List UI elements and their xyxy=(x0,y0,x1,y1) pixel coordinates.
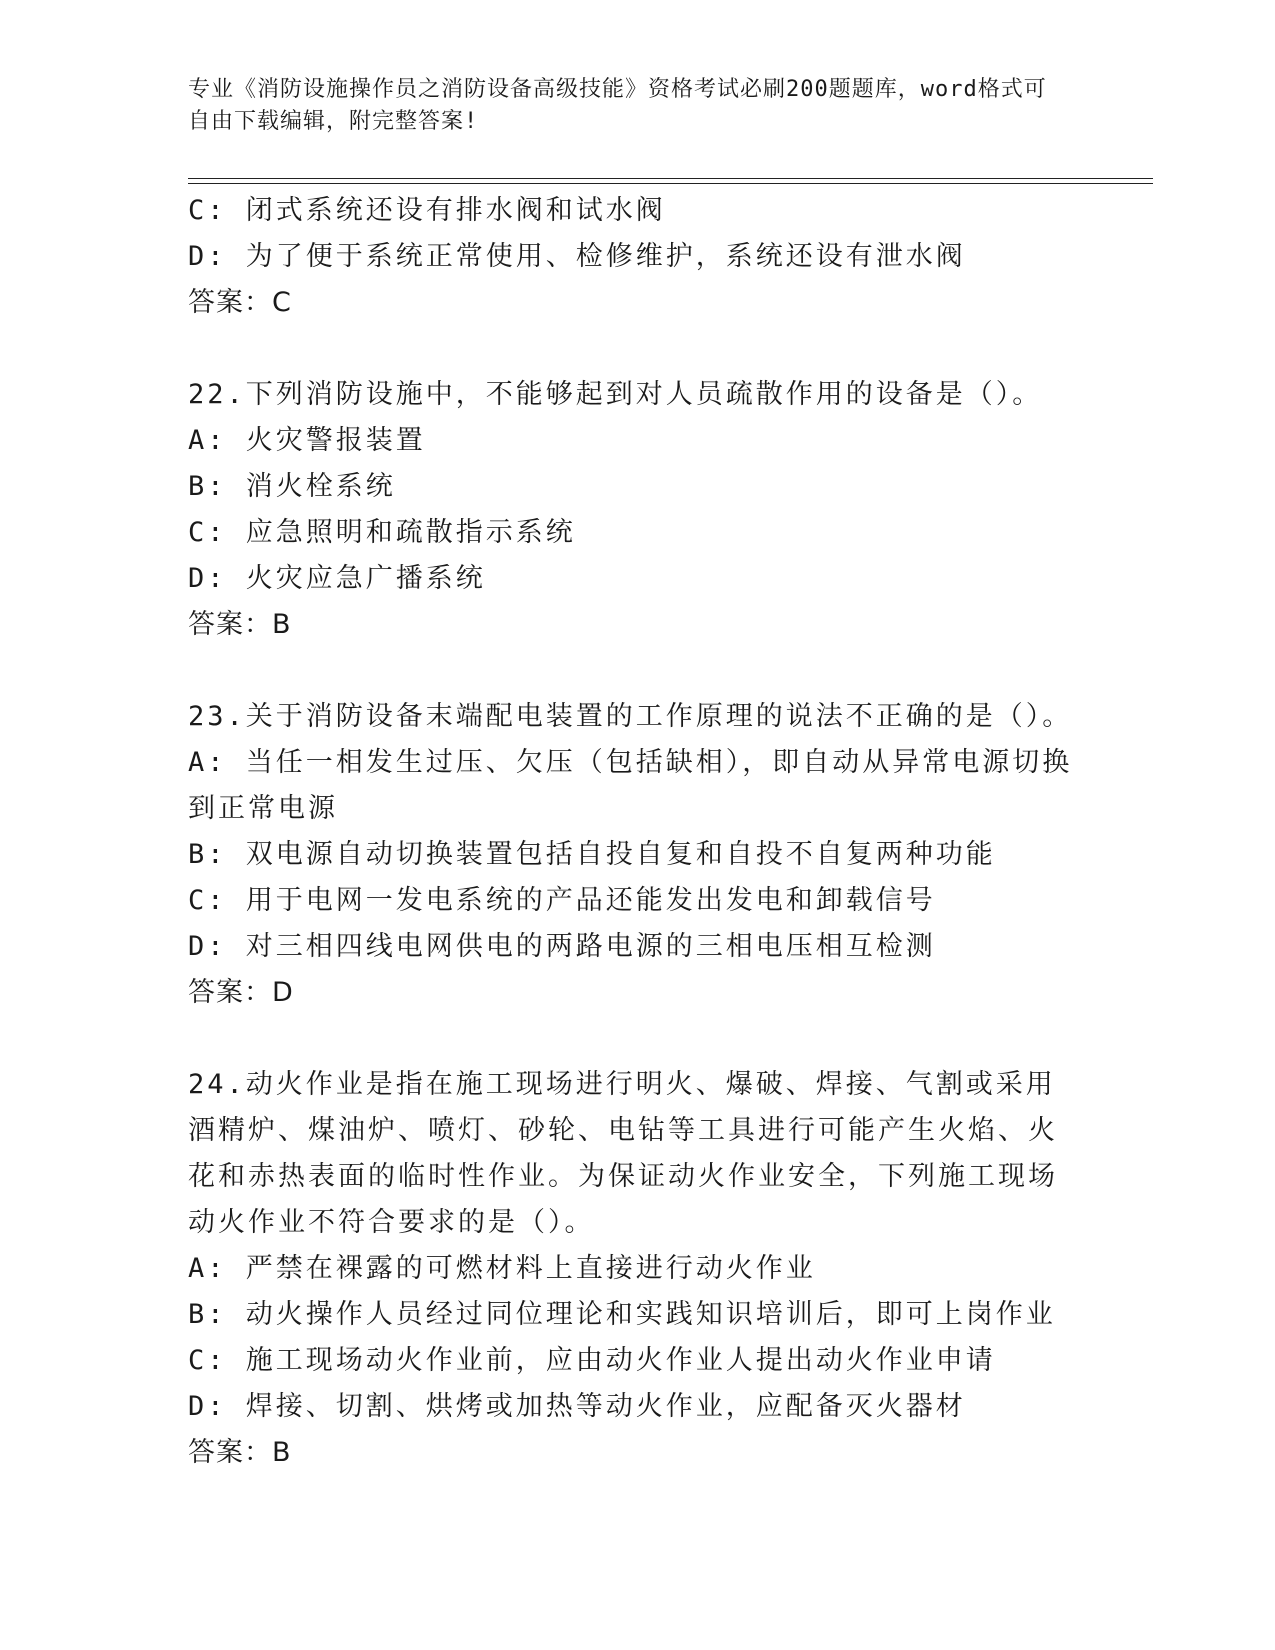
answer-line: 答案：C xyxy=(188,287,292,318)
option-a: A: 当任一相发生过压、欠压（包括缺相），即自动从异常电源切换到正常电源 xyxy=(188,747,1073,824)
option-b: B: 双电源自动切换装置包括自投自复和自投不自复两种功能 xyxy=(188,839,996,870)
header-divider-bottom xyxy=(188,183,1153,184)
option-d: D: 对三相四线电网供电的两路电源的三相电压相互检测 xyxy=(188,931,936,962)
option-d: D: 火灾应急广播系统 xyxy=(188,563,486,594)
question-stem: 24.动火作业是指在施工现场进行明火、爆破、焊接、气割或采用酒精炉、煤油炉、喷灯、砂轮、电钻等工具进行可能产生火焰、火花和赤热表面的临时性作业。为保证动火作业安全，下列施工现场动火作业不符合要求的是（）。 xyxy=(188,1069,1058,1238)
option-c: C: 施工现场动火作业前，应由动火作业人提出动火作业申请 xyxy=(188,1345,996,1376)
answer-line: 答案：B xyxy=(188,609,292,640)
option-d: D: 为了便于系统正常使用、检修维护，系统还设有泄水阀 xyxy=(188,241,966,272)
answer-line: 答案：B xyxy=(188,1437,292,1468)
question-block-21-continued xyxy=(188,188,1078,326)
question-stem: 23.关于消防设备末端配电装置的工作原理的说法不正确的是（）。 xyxy=(188,701,1073,732)
spacer xyxy=(188,1016,1078,1062)
answer-line: 答案：D xyxy=(188,977,294,1008)
header-divider-top xyxy=(188,178,1153,179)
question-list xyxy=(188,188,1078,1476)
document-header: 专业《消防设施操作员之消防设备高级技能》资格考试必刷200题题库，word格式可自由下载编辑，附完整答案! xyxy=(188,77,1047,134)
option-c: C: 闭式系统还设有排水阀和试水阀 xyxy=(188,195,666,226)
question-stem: 22.下列消防设施中，不能够起到对人员疏散作用的设备是（）。 xyxy=(188,379,1043,410)
spacer xyxy=(188,326,1078,372)
option-c: C: 用于电网一发电系统的产品还能发出发电和卸载信号 xyxy=(188,885,936,916)
option-c: C: 应急照明和疏散指示系统 xyxy=(188,517,576,548)
question-block-22 xyxy=(188,372,1078,648)
option-b: B: 动火操作人员经过同位理论和实践知识培训后，即可上岗作业 xyxy=(188,1299,1056,1330)
option-a: A: 火灾警报装置 xyxy=(188,425,426,456)
question-block-23 xyxy=(188,694,1078,1016)
option-a: A: 严禁在裸露的可燃材料上直接进行动火作业 xyxy=(188,1253,816,1284)
option-b: B: 消火栓系统 xyxy=(188,471,396,502)
spacer xyxy=(188,648,1078,694)
question-block-24 xyxy=(188,1062,1078,1476)
option-d: D: 焊接、切割、烘烤或加热等动火作业，应配备灭火器材 xyxy=(188,1391,966,1422)
